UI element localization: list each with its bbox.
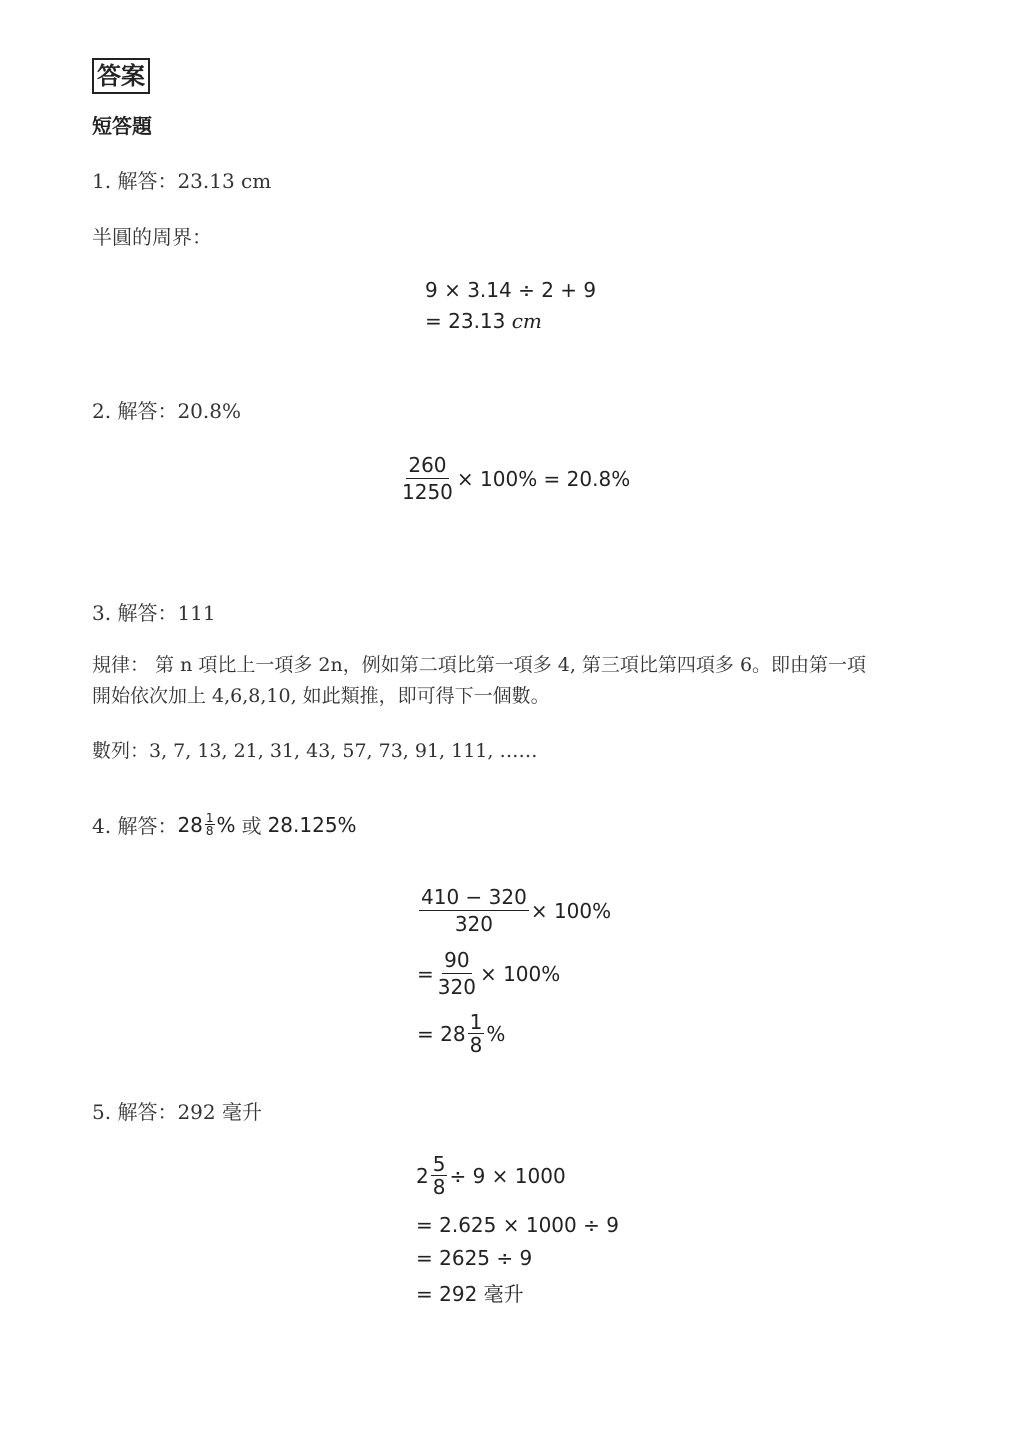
q5-l1-numerator: 5 [432,1152,446,1176]
q5-working-line2: = 2.625 × 1000 ÷ 9 [416,1213,619,1237]
q4-l2-rest: × 100% [479,961,561,986]
q5-l1-whole: 2 [416,1163,429,1188]
q4-l3-rest: % [486,1021,506,1046]
q1-working-line2 [425,309,542,333]
q4-l3-numerator: 1 [469,1010,483,1034]
q2-answer: 2. 解答：20.8% [92,399,241,423]
q4-l1-fraction [419,884,529,937]
q2-numerator: 260 [408,453,447,477]
q1-working-line1: 9 × 3.14 ÷ 2 + 9 [425,278,597,302]
q2-fraction [400,452,455,505]
q4-l1-rest: × 100% [530,898,612,923]
q4-l3-fraction [468,1011,485,1056]
q5-l1-rest: ÷ 9 × 1000 [449,1163,566,1188]
q4-working-line2 [417,947,560,1000]
q4-answer-suffix: % [216,812,236,837]
q4-l3-eq: = 28 [417,1021,466,1046]
q4-l2-eq: = [417,961,434,986]
q5-l1-fraction [431,1153,448,1198]
q4-answer-prefix: 4. 解答： [92,814,178,838]
q4-answer-or: 或 [241,814,262,838]
q3-answer: 3. 解答：111 [92,601,216,625]
q2-denominator: 1250 [402,480,453,504]
q5-l1-denominator: 8 [432,1175,446,1199]
q4-l2-numerator: 90 [444,948,470,972]
q4-working-line3 [417,1011,505,1056]
q4-working-line1 [417,884,611,937]
q5-working-line1 [416,1153,566,1198]
q4-l1-numerator: 410 − 320 [421,885,527,909]
q4-answer-denominator: 8 [205,824,214,838]
q2-working [398,452,630,505]
q4-answer-whole: 28 [177,812,203,837]
page-title: 答案 [92,58,150,94]
q5-answer: 5. 解答：292 毫升 [92,1100,262,1124]
q4-answer-alt: 28.125% [267,812,357,837]
q4-answer-fraction [205,812,215,837]
q4-answer [92,810,357,839]
q3-rule-line1: 規律： 第 n 項比上一項多 2n，例如第二項比第一項多 4, 第三項比第四項多 6。即由第一項 [92,654,867,676]
q3-sequence: 數列：3, 7, 13, 21, 31, 43, 57, 73, 91, 111, …… [92,740,538,762]
q5-working-line3: = 2625 ÷ 9 [416,1246,533,1270]
q4-l1-denominator: 320 [454,912,493,936]
q4-l2-denominator: 320 [437,975,476,999]
section-heading: 短答題 [92,114,152,138]
q3-rule-line2: 開始依次加上 4,6,8,10, 如此類推，即可得下一個數。 [92,685,550,707]
q4-l2-fraction [436,947,478,1000]
q4-answer-numerator: 1 [205,811,214,825]
q2-rest: × 100% = 20.8% [456,466,631,491]
q1-result-value: = 23.13 [425,309,512,333]
q4-l3-denominator: 8 [469,1033,483,1057]
q1-label: 半圓的周界： [92,225,212,249]
q1-answer: 1. 解答：23.13 cm [92,169,272,193]
q1-result-unit: cm [511,309,542,333]
q5-working-line4: = 292 毫升 [416,1282,524,1306]
